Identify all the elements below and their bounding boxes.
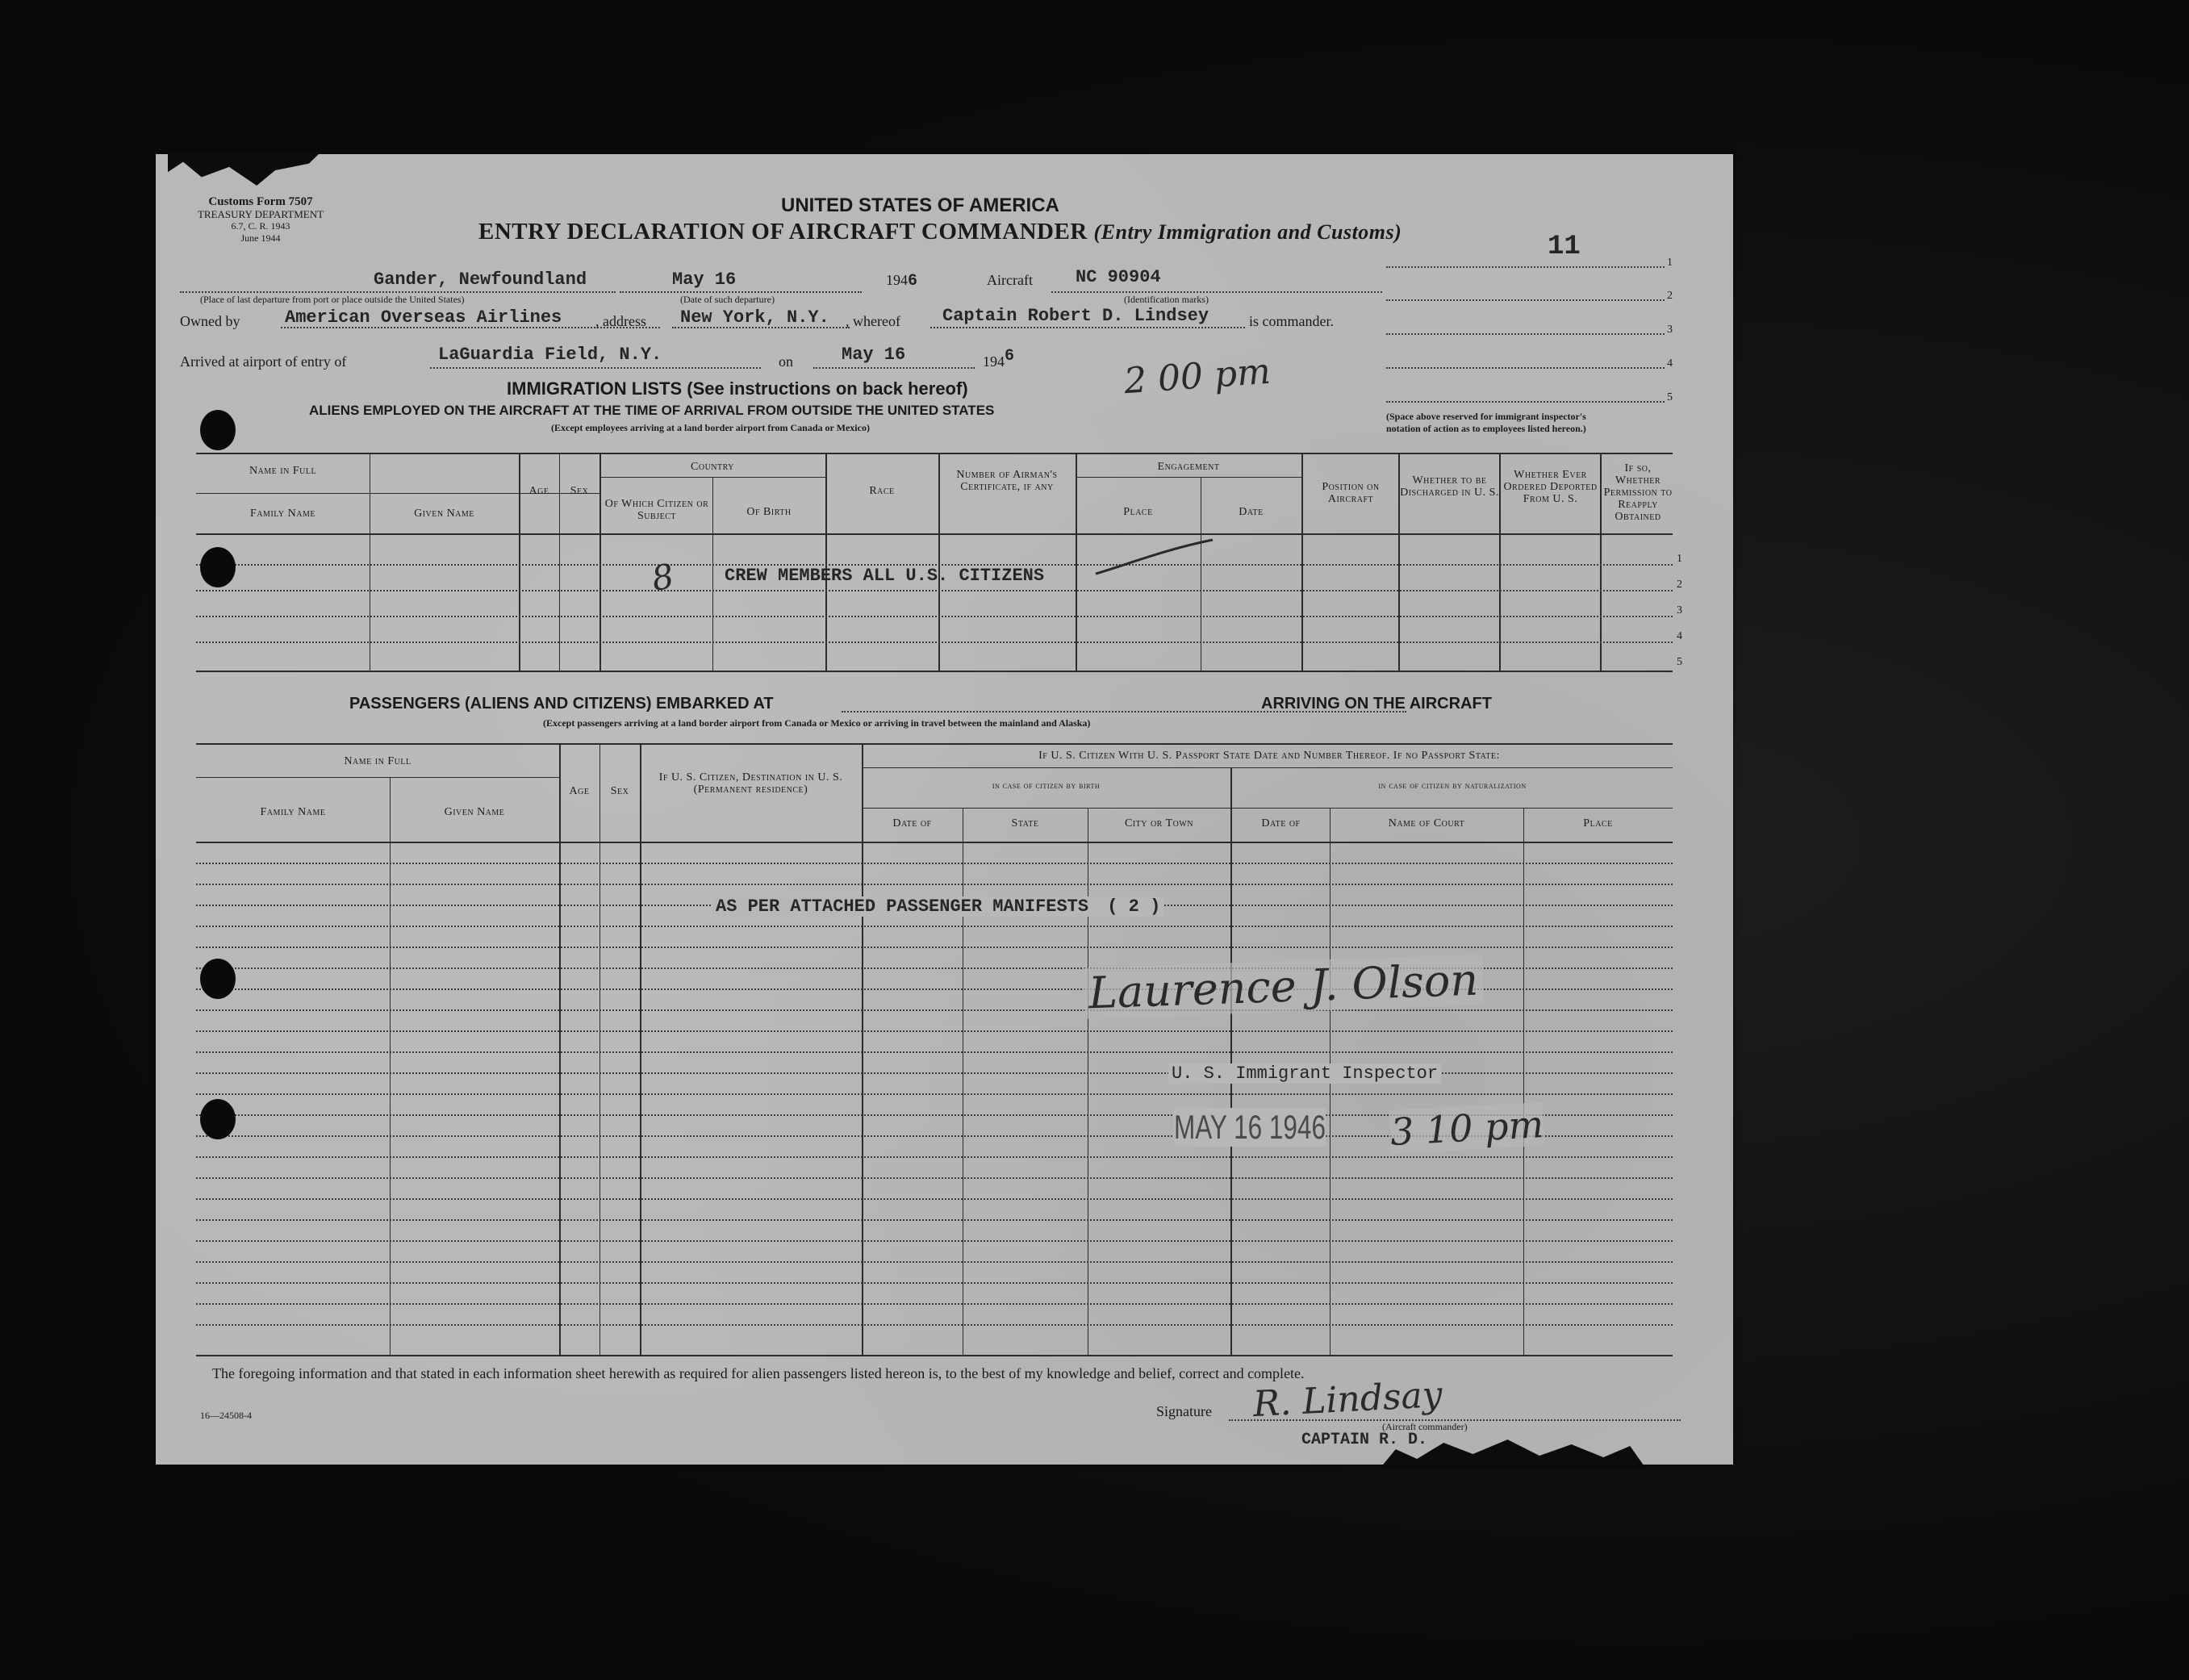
form-id-line2: TREASURY DEPARTMENT: [197, 208, 324, 220]
crew-row-number: 2: [1677, 579, 1682, 591]
pax-hdr-name-in-full: Name in Full: [344, 755, 411, 767]
crew-hdr-family-name: Family Name: [250, 508, 315, 520]
departure-year: [886, 272, 917, 290]
immigration-title: IMMIGRATION LISTS (See instructions on back hereof): [507, 378, 968, 399]
pax-hdr-state: State: [1011, 817, 1039, 830]
reserved-line-number: 3: [1667, 324, 1673, 336]
reserved-line-number: 4: [1667, 357, 1673, 370]
commander-name: Captain Robert D. Lindsey: [942, 306, 1209, 326]
owned-by-label: Owned by: [180, 313, 240, 329]
departure-year-suffix: 6: [908, 272, 918, 290]
crew-hdr-engagement: Engagement: [1157, 461, 1220, 473]
departure-place: Gander, Newfoundland: [374, 270, 587, 290]
crew-count-handwritten: 8: [648, 556, 677, 599]
arrival-airport: LaGuardia Field, N.Y.: [438, 345, 662, 365]
pax-hdr-family-name: Family Name: [260, 806, 326, 818]
page-number: 11: [1548, 232, 1581, 262]
document-page: [156, 154, 1733, 1465]
owner-address: New York, N.Y.: [680, 307, 829, 328]
crew-hdr-deported: Whether Ever Ordered Deported From U. S.: [1503, 469, 1598, 505]
whereof-label: , whereof: [846, 313, 900, 329]
crew-place-dash-mark: [1092, 533, 1221, 582]
crew-row-number: 1: [1677, 553, 1682, 565]
departure-date-caption: (Date of such departure): [680, 294, 775, 305]
crew-hdr-discharged: Whether to be Discharged in U. S.: [1400, 474, 1499, 499]
pax-hdr-by-naturalization: in case of citizen by naturalization: [1378, 779, 1527, 791]
departure-date: May 16: [672, 270, 737, 290]
immigration-note: (Except employees arriving at a land border airport from Canada or Mexico): [551, 422, 870, 433]
aircraft-label: Aircraft: [987, 272, 1033, 288]
crew-row-number: 3: [1677, 604, 1682, 616]
form-id-block: [180, 196, 341, 244]
address-label: , address: [595, 313, 646, 329]
crew-row-number: 5: [1677, 656, 1682, 668]
owner-name: American Overseas Airlines: [285, 307, 562, 328]
crew-hdr-name-in-full: Name in Full: [249, 465, 317, 477]
pax-hdr-destination: If U. S. Citizen, Destination in U. S. (Permanent residence): [658, 771, 843, 796]
form-subtitle: (Entry Immigration and Customs): [1093, 220, 1402, 244]
on-label: on: [779, 353, 793, 370]
pax-hdr-city: City or Town: [1124, 817, 1194, 830]
passengers-title-right: ARRIVING ON THE AIRCRAFT: [1261, 695, 1492, 713]
crew-entry: CREW MEMBERS ALL U.S. CITIZENS: [725, 566, 1045, 586]
crew-hdr-date: Date: [1239, 506, 1264, 518]
form-id-line3: 6.7, C. R. 1943: [231, 220, 290, 232]
reserved-line-number: 2: [1667, 290, 1673, 302]
crew-hdr-position: Position on Aircraft: [1322, 481, 1380, 505]
pax-hdr-passport: If U. S. Citizen With U. S. Passport State Date and Number Thereof. If no Passport State:: [1038, 750, 1500, 762]
binder-hole: [200, 959, 236, 999]
arrival-label: Arrived at airport of entry of: [180, 353, 347, 370]
commander-signature: R. Lindsay: [1251, 1373, 1443, 1426]
pax-hdr-age: Age: [569, 785, 590, 797]
binder-hole: [200, 1099, 236, 1139]
arrival-date: May 16: [842, 345, 906, 365]
pax-hdr-by-birth: in case of citizen by birth: [992, 779, 1101, 791]
is-commander-label: is commander.: [1249, 313, 1334, 329]
crew-hdr-age: Age: [528, 485, 549, 497]
crew-hdr-race: Race: [869, 485, 895, 497]
reserved-line-number: 5: [1667, 391, 1673, 403]
arrival-time-handwritten: 2 00 pm: [1122, 350, 1272, 403]
arrival-year: [983, 347, 1015, 372]
declaration-text: The foregoing information and that stated in each information sheet herewith as required for alien passengers listed hereon is, to the best of my knowledge and belief, correct and complete.: [212, 1365, 1305, 1381]
pax-hdr-court: Name of Court: [1388, 817, 1465, 830]
form-title-main: ENTRY DECLARATION OF AIRCRAFT COMMANDER: [478, 219, 1088, 244]
form-id-line1: Customs Form 7507: [208, 195, 313, 208]
immigration-subtitle: ALIENS EMPLOYED ON THE AIRCRAFT AT THE TIME OF ARRIVAL FROM OUTSIDE THE UNITED STATES: [309, 403, 995, 418]
signer-name: CAPTAIN R. D.: [1301, 1431, 1428, 1449]
aircraft-id: NC 90904: [1076, 267, 1161, 287]
crew-hdr-country: Country: [691, 461, 734, 473]
inspector-title: U. S. Immigrant Inspector: [1168, 1064, 1441, 1084]
aircraft-caption: (Identification marks): [1124, 294, 1209, 305]
pax-hdr-place: Place: [1583, 817, 1613, 830]
inspection-time-handwritten: 3 10 pm: [1389, 1102, 1545, 1154]
arrival-year-prefix: 194: [983, 353, 1005, 370]
pax-hdr-given-name: Given Name: [444, 806, 505, 818]
crew-hdr-sex: Sex: [570, 485, 589, 497]
crew-row-number: 4: [1677, 630, 1682, 642]
signer-caption: (Aircraft commander): [1382, 1421, 1468, 1432]
departure-place-caption: (Place of last departure from port or place outside the United States): [200, 294, 465, 305]
form-title: [478, 219, 1402, 245]
pax-hdr-date-of-naturalization: Date of: [1261, 817, 1301, 830]
binder-hole: [200, 547, 236, 587]
departure-year-prefix: 194: [886, 272, 908, 288]
pax-hdr-date-of-birth: Date of: [892, 817, 932, 830]
country-heading: UNITED STATES OF AMERICA: [781, 194, 1059, 216]
inspection-stamp-date: MAY 16 1946: [1174, 1108, 1326, 1146]
reserved-line-number: 1: [1667, 257, 1673, 269]
passenger-entry: [712, 896, 1163, 917]
crew-hdr-place: Place: [1123, 506, 1153, 518]
manifest-count: ( 2 ): [1107, 896, 1161, 917]
crew-hdr-given-name: Given Name: [414, 508, 474, 520]
crew-hdr-citizen-of: Of Which Citizen or Subject: [604, 498, 709, 522]
pax-hdr-sex: Sex: [610, 785, 629, 797]
arrival-year-suffix: 6: [1005, 347, 1015, 366]
crew-hdr-of-birth: Of Birth: [746, 506, 792, 518]
binder-hole: [200, 410, 236, 450]
reserved-note-2: notation of action as to employees listed hereon.): [1386, 423, 1586, 434]
passengers-title-left: PASSENGERS (ALIENS AND CITIZENS) EMBARKED AT: [349, 695, 774, 713]
form-code: 16—24508-4: [200, 1410, 252, 1421]
reserved-note-1: (Space above reserved for immigrant inspector's: [1386, 411, 1586, 422]
crew-hdr-airman-cert: Number of Airman's Certificate, if any: [956, 469, 1058, 493]
inspector-signature: Laurence J. Olson: [1083, 954, 1484, 1018]
form-id-line4: June 1944: [240, 232, 281, 244]
passengers-note: (Except passengers arriving at a land border airport from Canada or Mexico or arriving in travel between the mainland and Alaska): [543, 717, 1091, 729]
passenger-entry-text: AS PER ATTACHED PASSENGER MANIFESTS: [716, 896, 1089, 917]
crew-hdr-permission: If so, Whether Permission to Reapply Obtained: [1603, 462, 1673, 523]
signature-label: Signature: [1156, 1403, 1212, 1419]
